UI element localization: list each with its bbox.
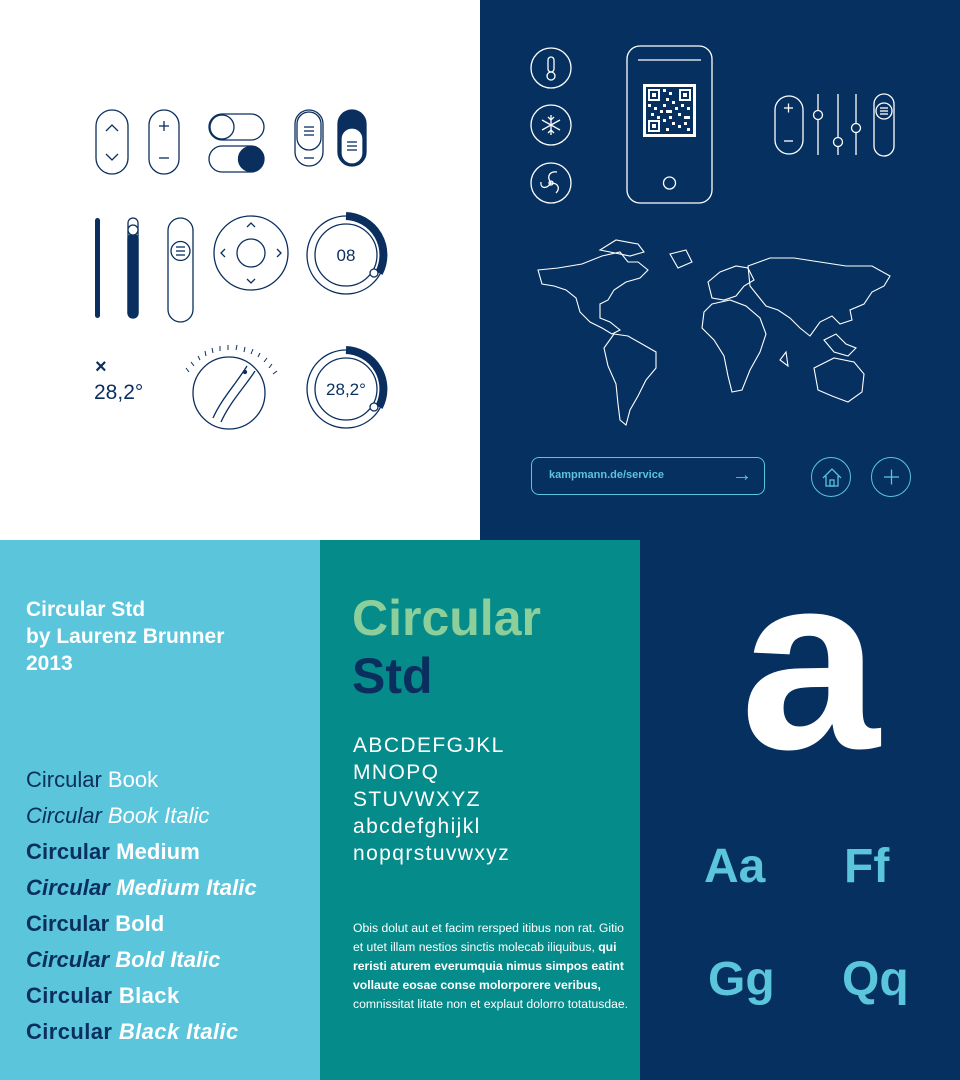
glyph-pair-ff: Ff xyxy=(844,840,890,893)
font-weights-panel xyxy=(0,540,320,1080)
temperature-readout: 28,2° xyxy=(94,381,144,404)
arrow-right-icon[interactable]: → xyxy=(732,464,752,486)
font-year: 2013 xyxy=(26,652,73,675)
glyph-panel xyxy=(640,540,960,1080)
service-url-field[interactable] xyxy=(531,457,765,495)
weight-bold: Circular Bold xyxy=(26,911,165,936)
qr-code-icon[interactable] xyxy=(643,84,696,137)
vertical-switch-2[interactable] xyxy=(338,110,366,166)
dial-value: 08 xyxy=(336,246,356,265)
up-down-stepper[interactable] xyxy=(96,110,128,174)
font-designer: by Laurenz Brunner xyxy=(26,625,225,648)
toggle-on[interactable] xyxy=(209,146,264,172)
ui-controls-panel xyxy=(0,0,480,540)
alphabet-line: STUVWXYZ xyxy=(353,788,481,811)
glyph-pair-qq: Qq xyxy=(842,953,909,1006)
font-name: Circular Std xyxy=(26,598,146,621)
equalizer-sliders[interactable] xyxy=(814,94,861,155)
vertical-slider[interactable] xyxy=(128,218,138,318)
world-map xyxy=(538,240,890,425)
weight-bold-italic: Circular Bold Italic xyxy=(26,947,221,972)
alphabet-specimen xyxy=(353,732,510,867)
weight-black: Circular Black xyxy=(26,983,180,1008)
weight-book: Circular Book xyxy=(26,767,159,792)
plus-icon[interactable] xyxy=(871,457,911,497)
vertical-switch[interactable] xyxy=(874,94,894,156)
alphabet-line: ABCDEFGJKL xyxy=(353,734,505,757)
thermometer-icon[interactable] xyxy=(531,48,571,88)
home-icon[interactable] xyxy=(811,457,851,497)
weight-medium: Circular Medium xyxy=(26,839,200,864)
close-icon[interactable]: × xyxy=(95,356,107,378)
font-credit xyxy=(26,596,224,677)
sample-paragraph: Obis dolut aut et facim rersped itibus non rat. Gitio et utet illam nestios sinctis molecab iliquibus, qui reristi aturem everumquia nimus simpos eatint vollaute eosae conse molorporere veribus, comnissitat litate non et explaut dolorro totatusdae. xyxy=(353,921,629,1012)
big-glyph: a xyxy=(740,540,880,801)
app-illustration xyxy=(480,0,960,430)
glyph-pair-aa: Aa xyxy=(704,840,766,893)
weight-list xyxy=(26,762,257,1050)
weight-book-italic: Circular Book Italic xyxy=(26,803,210,828)
controls-illustration xyxy=(0,0,480,540)
snowflake-icon[interactable] xyxy=(531,105,571,145)
fan-icon[interactable] xyxy=(531,163,571,203)
alphabet-line: MNOPQ xyxy=(353,761,440,784)
ring-temperature: 28,2° xyxy=(326,380,366,399)
plus-minus-stepper[interactable] xyxy=(775,96,803,154)
rotary-knob[interactable] xyxy=(186,345,277,429)
weight-medium-italic: Circular Medium Italic xyxy=(26,875,257,900)
app-illustration-panel xyxy=(480,0,960,540)
alphabet-line: abcdefghijkl xyxy=(353,815,481,838)
toggle-off[interactable] xyxy=(209,114,264,140)
specimen-panel xyxy=(320,540,640,1080)
level-bar xyxy=(95,218,100,318)
specimen-title-line1: Circular xyxy=(352,590,541,646)
specimen-title-line2: Std xyxy=(352,648,433,704)
url-text: kampmann.de/service xyxy=(549,469,664,481)
weight-black-italic: Circular Black Italic xyxy=(26,1019,239,1044)
glyph-pair-gg: Gg xyxy=(708,953,775,1006)
direction-pad[interactable] xyxy=(214,216,288,290)
plus-minus-stepper[interactable] xyxy=(149,110,179,174)
tall-switch[interactable] xyxy=(168,218,193,322)
vertical-switch-1[interactable] xyxy=(295,110,323,166)
alphabet-line: nopqrstuvwxyz xyxy=(353,842,511,865)
